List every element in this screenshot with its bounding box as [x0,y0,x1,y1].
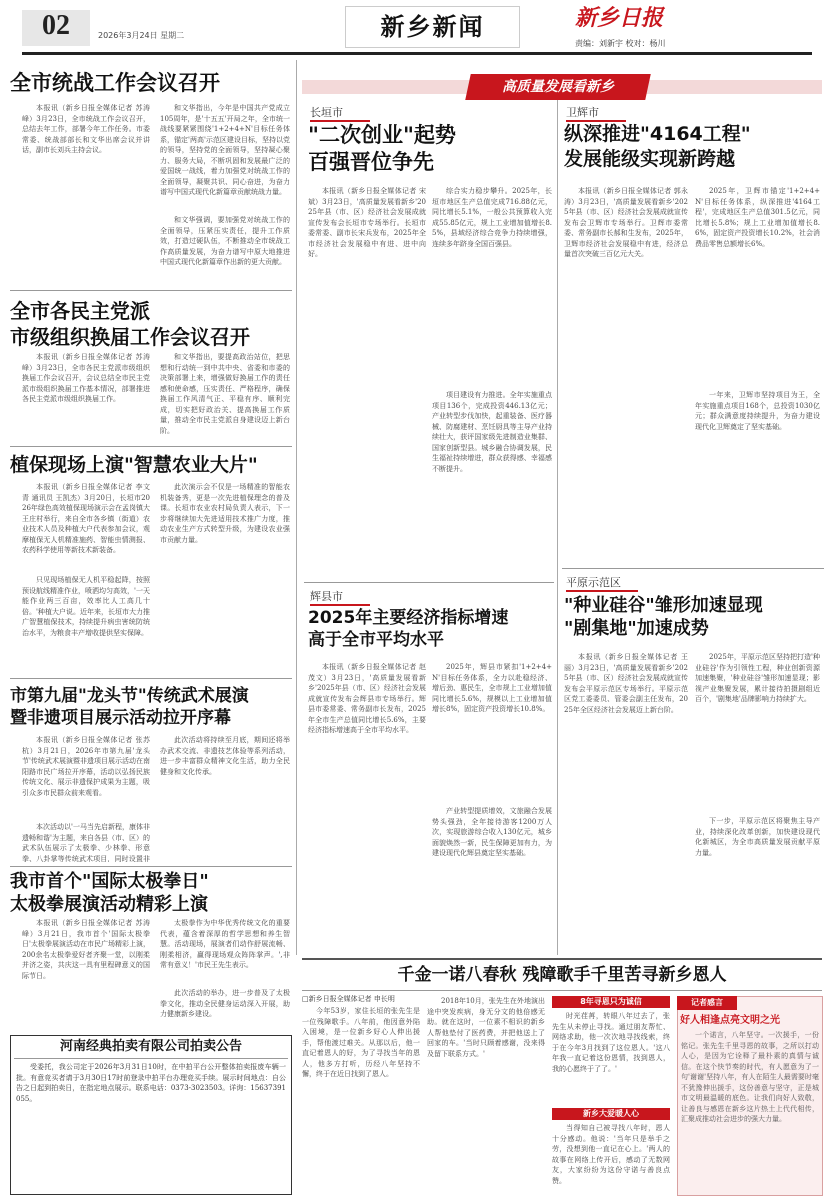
feature-top-rule [302,958,822,960]
article-title-smart-agriculture: 植保现场上演"智慧农业大片" [10,454,258,476]
left-divider [296,60,297,955]
article-body-tai-chi-day: 太极拳作为中华优秀传统文化的重要代表，蕴含着深厚的哲学思想和养生智慧。活动现场，展演者们动作舒展流畅、刚柔相济，赢得现场观众阵阵掌声。',非常有意义！'市民王先生表示。 [160,919,290,969]
feature-subhead-search: 8年寻恩只为诚信 [580,997,642,1006]
feature-title-rule [302,990,822,991]
article-title-tai-chi-day: 我市首个"国际太极拳日" 太极拳展演活动精彩上演 [10,871,209,916]
article-byline-pingyuan: 本报讯（新乡日报全媒体记者 王丽）3月23日，'高质量发展看新乡'2025年县（市、区）经济社会发展成就宣传发布会平原示范区专场举行。平原示范区党工委委员、管委会副主任发布，2025年全区经济社会发展迈上新台阶。 [564,653,688,714]
city-label-weihui: 卫辉市 [566,106,599,119]
article-body-united-front: 和文华指出，今年是中国共产党成立105周年，是'十五五'开局之年，全市统一战线要紧紧围绕'1+2+4+N'目标任务体系，锚定'两高'示范区建设目标，坚持以党的领导，坚持党的全面领导，坚持凝心聚力、服务大局，不断巩固和发展最广泛的爱国统一战线，着力加强党对统战工作的全面领导，凝聚共识、同心奋进，为奋力谱写中国式现代化新篇章贡献统战力量。 [160,104,290,196]
auction-ad-title: 河南经典拍卖有限公司拍卖公告 [59,1039,242,1054]
article-body-smart-agriculture: 只见现场植保无人机平稳起降，按照预设航线精准作业，喷洒均匀高效，'一天能作业两三百亩，效率比人工高几十倍。'种植大户说。近年来，长垣市大力推广智慧植保技术，持续提升病虫害统防统治水平，为粮食丰产增收提供坚实保障。 [22,576,150,637]
city-label-underline [310,604,370,606]
article-body-changyuan: 综合实力稳步攀升。2025年，长垣市地区生产总值完成716.88亿元，同比增长5.1%，一般公共预算收入完成55.85亿元，规上工业增加值增长8.5%，县域经济综合竞争力持续增强，连续多年跻身全国百强县。 [432,187,552,248]
banner-label: 高质量发展看新乡 [502,79,614,95]
article-byline-united-front: 本报讯（新乡日报全媒体记者 苏涛峰）3月23日，全市统战工作会议召开，总结去年工作，部署今年工作任务。市委常委、统战部部长和文华出席会议并讲话，副市长刘兵主持会议。 [22,104,150,154]
article-body2-weihui: 一年来，卫辉市坚持项目为王，全年实施重点项目168个，总投资1030亿元；群众满意度持续提升，为奋力建设现代化卫辉奠定了坚实基础。 [695,391,820,431]
feature-subhead-love: 新乡大爱暖人心 [583,1109,639,1118]
article-byline-smart-agriculture: 本报讯（新乡日报全媒体记者 李文青 通讯员 王凯杰）3月20日，长垣市2026年绿色高效植保现场演示会在孟岗镇大王庄村举行，来自全市各乡镇（街道）农业技术人员及种植大户代表参加会议，观摩植保无人机精准施药、智能虫情测报、农药科学使用等新技术新装备。 [22,483,150,554]
article-body2-tai-chi-day: 此次活动的举办，进一步普及了太极拳文化，推动全民健身运动深入开展，助力健康新乡建设。 [160,989,290,1018]
feature-body-love: 当得知自己被寻找八年时，恩人十分感动。他说：'当年只是举手之劳，没想到他一直记在心上。'两人的故事在网络上传开后，感动了无数网友，大家纷纷为这份守诺与善良点赞。 [552,1124,670,1185]
article-separator [10,678,292,679]
article-byline-weihui: 本报讯（新乡日报全媒体记者 郭永涛）3月23日，'高质量发展看新乡'2025年县（市、区）经济社会发展成就宣传发布会卫辉市专场举行。卫辉市委常委、常务副市长郝和生发布，2025年，卫辉市经济社会发展稳中有进，经济总量首次突破三百亿元大关。 [564,187,688,258]
auction-ad-rule [14,1058,288,1059]
article-title-dragon-festival: 市第九届"龙头节"传统武术展演 暨非遗项目展示活动拉开序幕 [10,686,249,729]
article-body2-united-front: 和文华强调，要加强党对统战工作的全面领导，压紧压实责任，提升工作质效，打造过硬队伍，不断推动全市统战工作高质量发展，为奋力谱写中原大地推进中国式现代化新篇章作出新的更大贡献。 [160,216,290,266]
article-title-united-front: 全市统战工作会议召开 [10,71,220,95]
page-number: 02 [42,10,70,41]
article-byline-democratic-parties: 本报讯（新乡日报全媒体记者 苏涛峰）3月23日，全市各民主党派市级组织换届工作会议召开，会议总结全市民主党派市级组织换届工作基本情况，部署推进各民主党派市级组织换届工作。 [22,353,150,403]
feature-body-search: 时光荏苒，转眼八年过去了，张先生从未停止寻找。通过朋友帮忙、网络求助，他一次次地寻找线索，终于在今年3月找到了这位恩人。'这八年我一直记着这份恩情，找到恩人，我的心愿终于了了。' [552,1012,670,1073]
article-title-pingyuan: "种业硅谷"雏形加速显现 "剧集地"加速成势 [564,595,763,640]
auction-ad-body: 受委托，我公司定于2026年3月31日10时，在中拍平台公开整体拍卖报废车辆一批。有意竞买者请于3月30日17时前登录中拍平台办理竞买手续。展示时间地点：自公告之日起到拍卖日，在指定地点展示。联系电话：0373-3023503。详询：15637391055。 [16,1063,286,1103]
article-body2-smart-agriculture: 此次演示会不仅是一场精准的智能农机装备秀，更是一次先进植保理念的普及课。长垣市农业农村局负责人表示，下一步将继续加大先进适用技术推广力度，推动农业生产方式转型升级，为建设农业强市贡献力量。 [160,483,290,544]
feature-title: 千金一诺八春秋 残障歌手千里苦寻新乡恩人 [397,965,727,985]
article-body2-pingyuan: 下一步，平原示范区将聚焦主导产业，持续深化改革创新，加快建设现代化新城区，为全市高质量发展贡献平原力量。 [695,817,820,857]
article-byline-dragon-festival: 本报讯（新乡日报全媒体记者 张苏杭）3月21日，2026年市第九届'龙头节'传统武术展演暨非遗项目展示活动在南阳路市民广场拉开序幕，活动以弘扬民族传统文化、展示非遗保护成果为主题，吸引众多市民群众前来观看。 [22,736,150,797]
article-body2-dragon-festival: 此次活动将持续至月底，期间还将举办武术交流、非遗技艺体验等系列活动，进一步丰富群众精神文化生活，助力全民健身和文化传承。 [160,736,290,776]
article-title-democratic-parties: 全市各民主党派 市级组织换届工作会议召开 [10,299,250,349]
article-separator [10,290,292,291]
article-byline-huixian: 本报讯（新乡日报全媒体记者 赵茂文）3月23日，'高质量发展看新乡'2025年县（市、区）经济社会发展成就宣传发布会辉县市专场举行。辉县市委常委、常务副市长发布，2025年全市生产总值同比增长5.6%，主要经济指标增速高于全市平均水平。 [308,663,426,734]
city-label-changyuan: 长垣市 [310,106,343,119]
article-byline-changyuan: 本报讯（新乡日报全媒体记者 宋斌）3月23日，'高质量发展看新乡'2025年县（市、区）经济社会发展成就宣传发布会长垣市专场举行。长垣市委常委、副市长宋兵发布，2025年全市经济社会发展稳中有进、进中向好。 [308,187,426,258]
article-byline-tai-chi-day: 本报讯（新乡日报全媒体记者 苏涛峰）3月21日，我市首个'国际太极拳日'太极拳展演活动在市民广场精彩上演，200余名太极拳爱好者齐聚一堂，以刚柔并济之姿，共庆这一具有里程碑意义的国际节日。 [22,919,150,980]
article-separator [10,866,292,867]
article-separator [304,582,554,583]
article-title-weihui: 纵深推进"4164工程" 发展能级实现新跨越 [564,123,751,170]
article-title-huixian: 2025年主要经济指标增速 高于全市平均水平 [308,608,509,651]
article-body-democratic-parties: 和文华指出，要提高政治站位，把思想和行动统一到中共中央、省委和市委的决策部署上来，增强做好换届工作的责任感和使命感，压实责任、严格程序，确保换届工作风清气正、平稳有序、顺利完成，切实把好政治关、提高换届工作质量，推动全市民主党派自身建设迈上新台阶。 [160,353,290,435]
feature-byline: □新乡日报全媒体记者 申长明 [302,995,395,1003]
article-body-weihui: 2025年，卫辉市锚定'1+2+4+N'目标任务体系，纵深推进'4164工程'，完成地区生产总值301.5亿元，同比增长5.8%；规上工业增加值增长8.6%，固定资产投资增长10.2%，社会消费品零售总额增长6%。 [695,187,820,248]
page-date: 2026年3月24日 星期二 [98,31,185,40]
feature-body-story: 2018年10月，张先生在外地演出途中突发疾病，身无分文的他倍感无助。就在这时，一位素不相识的新乡人帮他垫付了医药费，并把他送上了回家的车。'当时只顾着感谢，没来得及留下联系方式。' [427,997,545,1058]
newspaper-logo: 新乡日报 [575,5,664,31]
feature-body-intro: 今年53岁，家住长垣的张先生是一位残障歌手。八年前，他因意外陷入困境，是一位新乡好心人伸出援手，帮他渡过难关。从那以后，他一直记着恩人的好，为了寻找当年的恩人，他多方打听，历经八年坚持不懈，终于在近日找到了恩人。 [302,1007,420,1078]
editor-note-title: 记者感言 [691,998,723,1007]
article-body2-huixian: 产业转型提质增效，文旅融合发展势头强劲，全年接待游客1200万人次，实现旅游综合收入130亿元，城乡面貌焕然一新，民生保障更加有力，为建设现代化辉县奠定坚实基础。 [432,807,552,857]
city-label-underline [566,590,638,592]
center-divider [557,100,558,955]
section-title: 新乡新闻 [380,13,485,41]
article-separator [562,568,824,569]
article-separator [10,446,292,447]
city-label-pingyuan: 平原示范区 [566,576,621,589]
editor-note-subtitle: 好人相逢点亮文明之光 [680,1015,780,1026]
article-body-dragon-festival: 本次活动以'一马当先启新程，康体非遗畅和谐'为主题，来自各县（市、区）的武术队伍展示了太极拳、少林拳、形意拳、八卦掌等传统武术项目，同时设置非 [22,823,150,862]
article-body-huixian: 2025年，辉县市紧扣'1+2+4+N'目标任务体系，全力以赴稳经济、增后劲、惠民生，全市规上工业增加值同比增长5.6%，规模以上工业增加值增长8%，固定资产投资增长10.8%。 [432,663,552,713]
article-title-changyuan: "二次创业"起势 百强晋位争先 [308,123,456,175]
city-label-huixian: 辉县市 [310,590,343,603]
header-rule [22,52,812,55]
article-body-pingyuan: 2025年，平原示范区坚持把打造'种业硅谷'作为引领性工程，种业创新资源加速集聚，'种业硅谷'雏形加速显现；影视产业集聚发展，累计接待拍摄剧组近百个，'剧集地'品牌影响力持续扩大。 [695,653,820,703]
editor-credits: 责编：刘新宇 校对：杨川 [575,39,666,48]
editor-note-body: 一个诺言，八年坚守。一次援手，一份铭记。张先生千里寻恩的故事，之所以打动人心，是因为它诠释了最朴素的真情与诚信。在这个快节奏的时代，有人愿意为了一句'谢谢'坚持八年，有人在陌生人最需要时毫不犹豫伸出援手，这份善意与坚守，正是城市文明最温暖的底色。让我们向好人致敬，让善良与感恩在新乡这片热土上代代相传，汇聚成推动社会进步的强大力量。 [681,1031,819,1123]
article-body2-changyuan: 项目建设有力推进。全年实施重点项目136个，完成投资446.13亿元；产业转型步伐加快，起重装备、医疗器械、防腐建材、烹饪厨具等主导产业持续壮大，获评国家级先进制造业集群、国家创新型县。城乡融合协调发展，民生福祉持续增进，群众获得感、幸福感不断提升。 [432,391,552,473]
